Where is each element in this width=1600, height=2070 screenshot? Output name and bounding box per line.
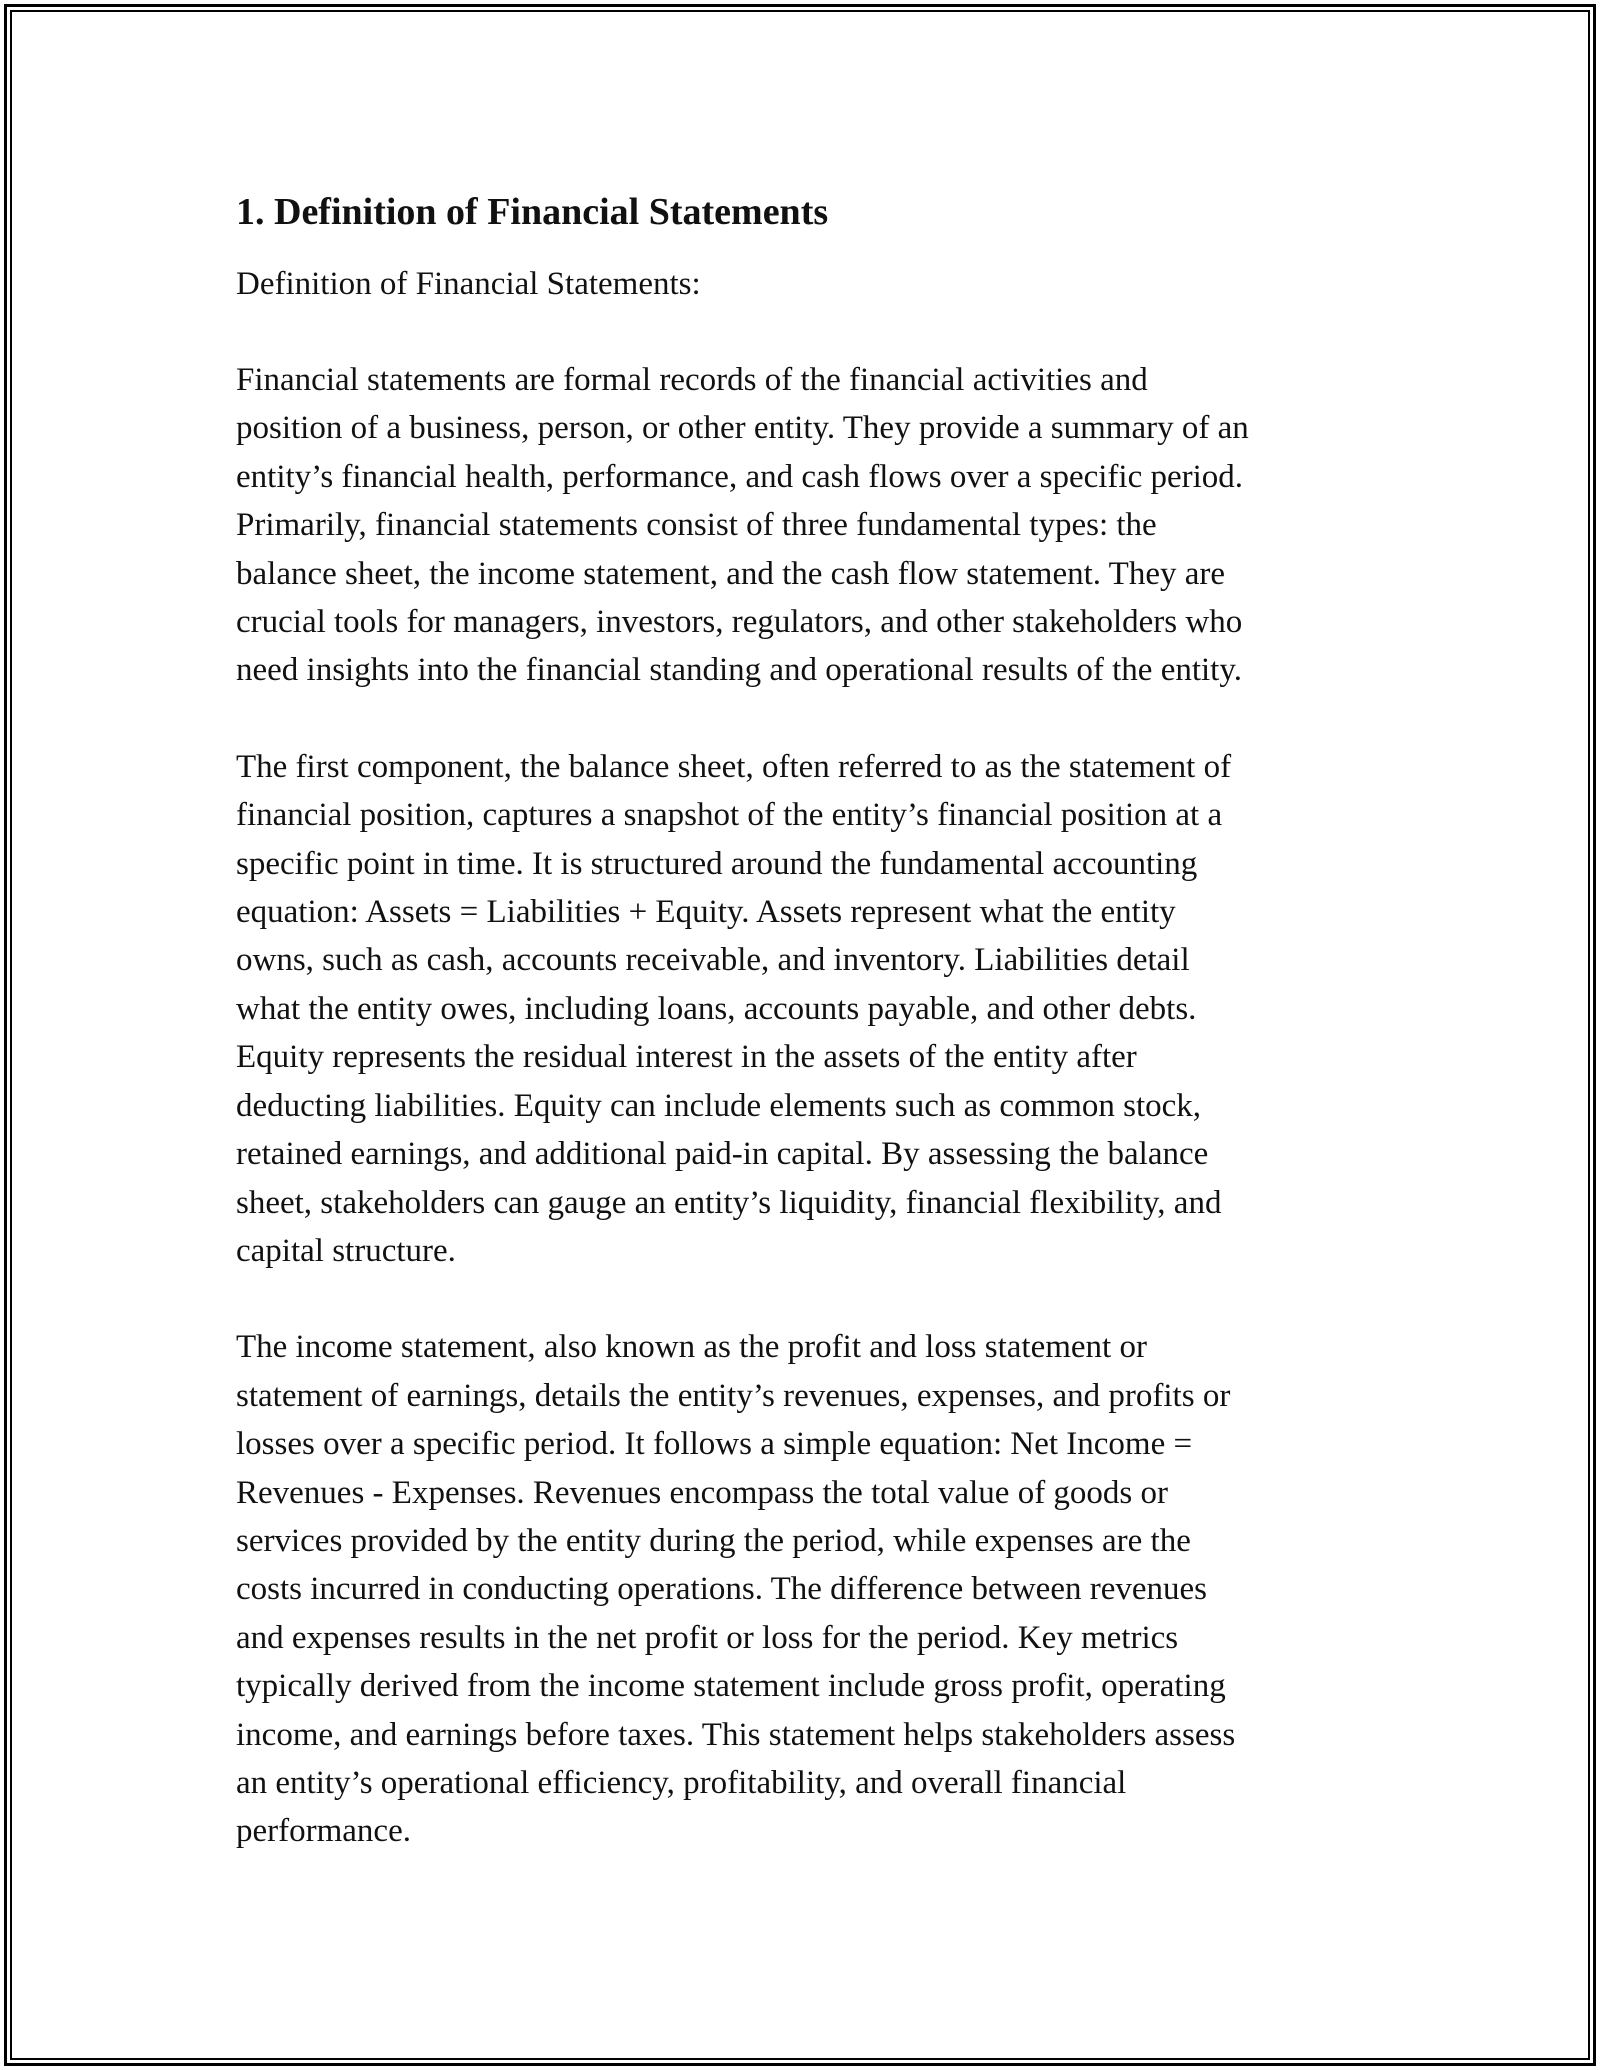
paragraph-line: need insights into the financial standing and operational results of the entity.: [236, 652, 1242, 689]
paragraph-line: Financial statements are formal records of the financial activities and: [236, 362, 1148, 398]
paragraph-line: deducting liabilities. Equity can include elements such as common stock,: [236, 1087, 1202, 1124]
paragraph-line: specific point in time. It is structured around the fundamental accounting: [236, 845, 1198, 882]
paragraph-line: Revenues - Expenses. Revenues encompass the total value of goods or: [236, 1474, 1169, 1511]
section-subheading: Definition of Financial Statements:: [236, 266, 701, 302]
paragraph-line: statement of earnings, details the entity’s revenues, expenses, and profits or: [236, 1377, 1231, 1414]
paragraph-line: losses over a specific period. It follows a simple equation: Net Income =: [236, 1426, 1193, 1463]
paragraph-line: owns, such as cash, accounts receivable, and inventory. Liabilities detail: [236, 942, 1190, 979]
section-heading: 1. Definition of Financial Statements: [236, 191, 829, 233]
paragraph-line: retained earnings, and additional paid-in capital. By assessing the balance: [236, 1136, 1209, 1173]
paragraph-line: costs incurred in conducting operations. The difference between revenues: [236, 1571, 1208, 1608]
paragraph-line: crucial tools for managers, investors, regulators, and other stakeholders who: [236, 604, 1243, 641]
paragraph-line: income, and earnings before taxes. This statement helps stakeholders assess: [236, 1716, 1236, 1753]
paragraph-balance-sheet: [236, 743, 1376, 1275]
paragraph-line: entity’s financial health, performance, and cash flows over a specific period.: [236, 458, 1244, 495]
paragraph-line: Equity represents the residual interest in the assets of the entity after: [236, 1039, 1137, 1076]
paragraph-line: typically derived from the income statement include gross profit, operating: [236, 1668, 1226, 1705]
paragraph-line: equation: Assets = Liabilities + Equity. Assets represent what the entity: [236, 894, 1176, 931]
paragraph-line: an entity’s operational efficiency, profitability, and overall financial: [236, 1764, 1127, 1801]
paragraph-line: capital structure.: [236, 1232, 456, 1269]
paragraph-line: services provided by the entity during the period, while expenses are the: [236, 1522, 1191, 1559]
paragraph-line: Primarily, financial statements consist of three fundamental types: the: [236, 507, 1157, 544]
paragraph-line: balance sheet, the income statement, and the cash flow statement. They are: [236, 555, 1226, 592]
paragraph-line: performance.: [236, 1813, 411, 1850]
paragraph-line: The first component, the balance sheet, often referred to as the statement of: [236, 748, 1232, 785]
document-content: [236, 186, 1376, 1904]
paragraph-line: and expenses results in the net profit or loss for the period. Key metrics: [236, 1619, 1179, 1656]
paragraph-line: financial position, captures a snapshot of the entity’s financial position at a: [236, 797, 1223, 834]
paragraph-definition: [236, 356, 1376, 695]
paragraph-line: sheet, stakeholders can gauge an entity’s liquidity, financial flexibility, and: [236, 1184, 1222, 1221]
paragraph-line: The income statement, also known as the profit and loss statement or: [236, 1329, 1147, 1366]
paragraph-income-statement: [236, 1323, 1376, 1855]
paragraph-line: position of a business, person, or other entity. They provide a summary of an: [236, 410, 1249, 447]
paragraph-line: what the entity owes, including loans, accounts payable, and other debts.: [236, 990, 1197, 1027]
